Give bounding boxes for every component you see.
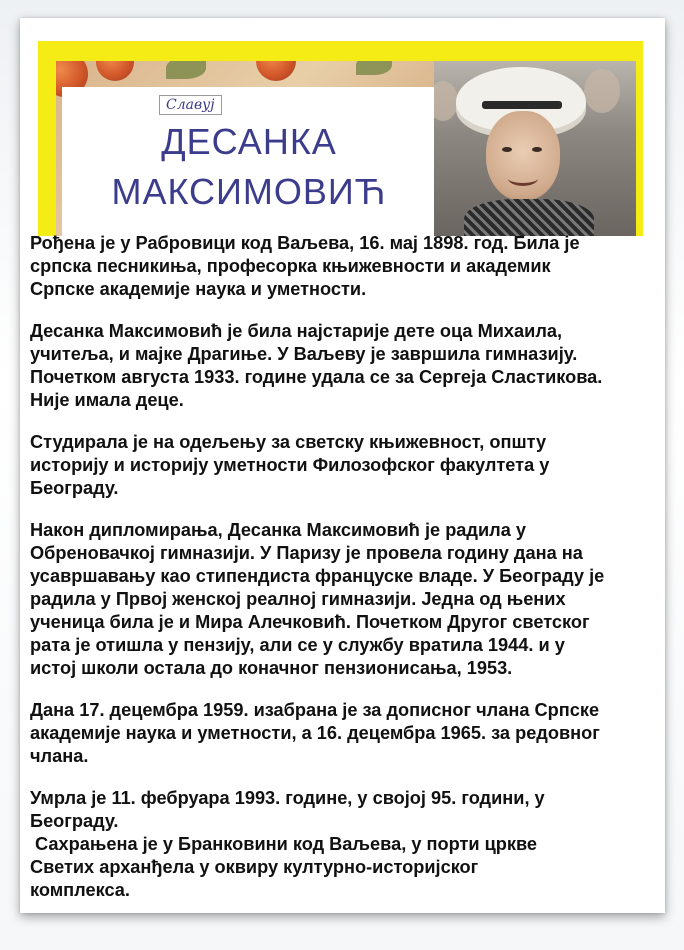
text-line: Умрла је 11. фебруара 1993. године, у својој 95. години, у	[30, 788, 545, 808]
hat-band	[482, 101, 562, 109]
text-line: истој школи остала до коначног пензионисања, 1953.	[30, 658, 513, 678]
background-figure	[584, 69, 620, 113]
leaf-decoration	[166, 61, 206, 79]
banner-background	[56, 61, 636, 236]
title-panel	[62, 87, 436, 236]
poet-first-name: ДЕСАНКА	[161, 121, 337, 162]
text-line: Сахрањена је у Бранковини код Ваљева, у порти цркве	[30, 834, 538, 854]
text-line: ученица била је и Мира Алечковић. Почетком Другог светског	[30, 612, 590, 632]
header-banner	[38, 41, 643, 236]
text-line: Није имала деце.	[30, 390, 184, 410]
flower-decoration	[96, 61, 134, 81]
text-line: члана.	[30, 746, 89, 766]
slavuj-badge: Славуј	[159, 95, 222, 115]
leaf-decoration	[356, 61, 392, 75]
paragraph-career	[30, 519, 650, 680]
text-line: усавршавању као стипендиста француске владе. У Београду је	[30, 566, 605, 586]
paragraph-studies	[30, 431, 650, 500]
text-line: Београду.	[30, 478, 119, 498]
text-line: Обреновачкој гимназији. У Паризу је провела годину дана на	[30, 543, 583, 563]
dress	[464, 199, 594, 236]
eye	[532, 147, 542, 152]
text-line: комплекса.	[30, 880, 130, 900]
text-line: академије наука и уметности, а 16. децембра 1965. за редовног	[30, 723, 600, 743]
paragraph-death	[30, 787, 650, 902]
eye	[502, 147, 512, 152]
text-line: Почетком августа 1933. године удала се за Сергеја Сластикова.	[30, 367, 603, 387]
text-line: радила у Првој женској реалној гимназији. Једна од њених	[30, 589, 566, 609]
paragraph-birth	[30, 232, 650, 301]
poet-last-name: МАКСИМОВИЋ	[111, 171, 387, 212]
paragraph-family	[30, 320, 650, 412]
flower-decoration	[256, 61, 296, 81]
portrait-photo	[434, 61, 636, 236]
text-line: Рођена је у Рабровици код Ваљева, 16. мај 1898. год. Била је	[30, 233, 580, 253]
face	[486, 111, 560, 201]
text-line: Српске академије наука и уметности.	[30, 279, 367, 299]
text-line: историју и историју уметности Филозофског факултета у	[30, 455, 550, 475]
text-line: Студирала је на одељењу за светску књижевност, општу	[30, 432, 547, 452]
text-line: српска песникиња, професорка књижевности и академик	[30, 256, 551, 276]
text-line: учитеља, и мајке Драгиње. У Ваљеву је завршила гимназију.	[30, 344, 578, 364]
biography-text	[30, 232, 650, 902]
background-figure	[434, 81, 458, 121]
text-line: рата је отишла у пензију, али се у службу вратила 1944. и у	[30, 635, 565, 655]
text-line: Дана 17. децембра 1959. изабрана је за дописног члана Српске	[30, 700, 600, 720]
text-line: Након дипломирања, Десанка Максимовић је радила у	[30, 520, 526, 540]
text-line: Десанка Максимовић је била најстарије дете оца Михаила,	[30, 321, 563, 341]
smile	[508, 171, 538, 186]
paragraph-academy	[30, 699, 650, 768]
text-line: Београду.	[30, 811, 119, 831]
text-line: Светих арханђела у оквиру културно-историјског	[30, 857, 479, 877]
